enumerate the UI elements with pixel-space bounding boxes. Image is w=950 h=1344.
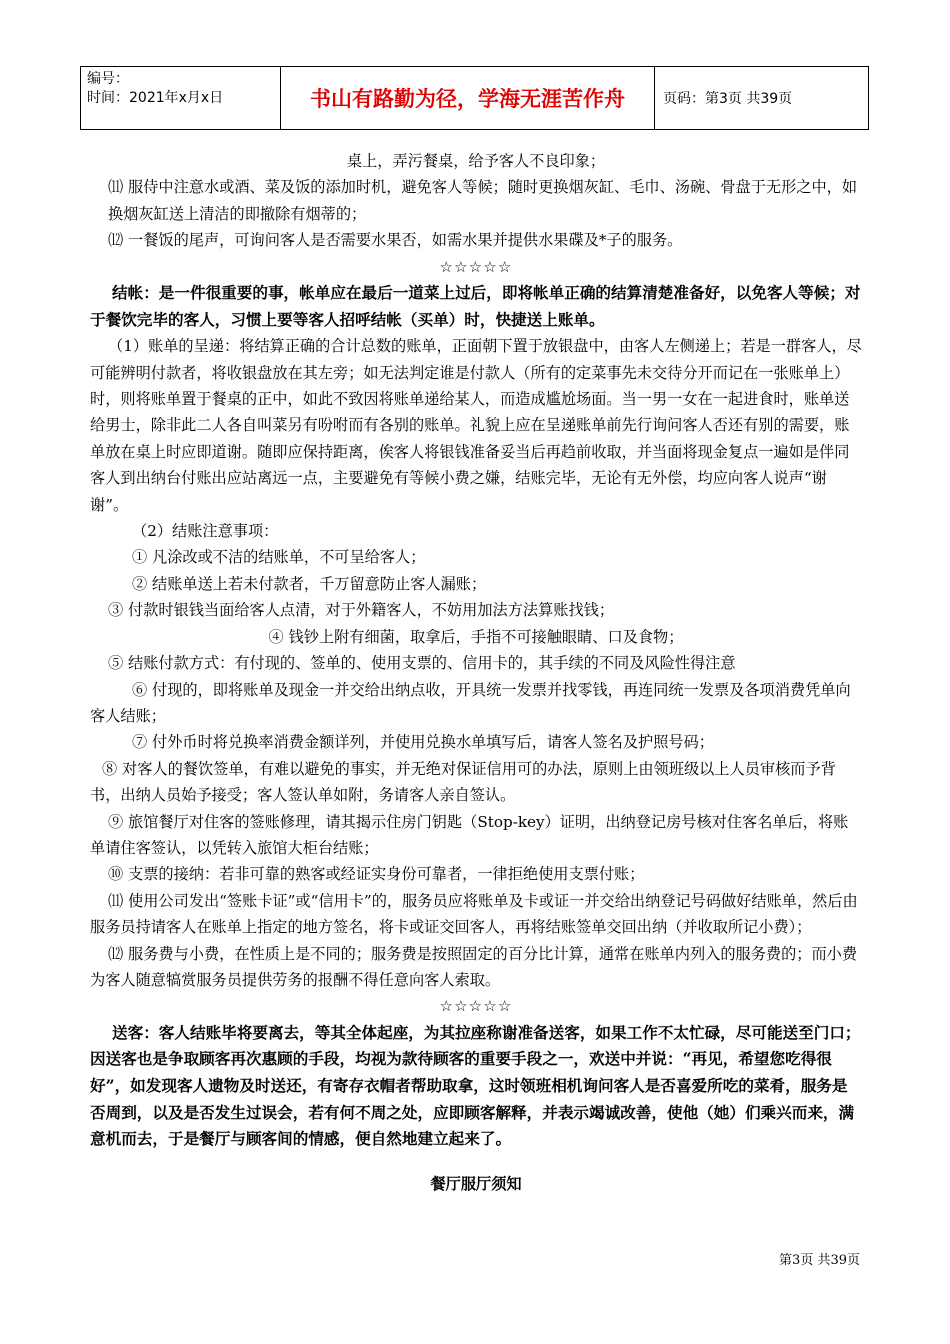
checkout-note-9: ⑨ 旅馆餐厅对住客的签账修理，请其揭示住房门钥匙（Stop-key）证明，出纳登记房号核对住客名单后，将账单请住客签认，以凭转入旅馆大柜台结账； <box>90 812 849 857</box>
section-divider: ☆☆☆☆☆ <box>439 997 513 1016</box>
checkout-notes-heading: （2）结账注意事项： <box>132 522 279 541</box>
checkout-note-2: ② 结账单送上若未付款者，千万留意防止客人漏账； <box>132 574 487 593</box>
checkout-note-6: ⑥ 付现的，即将账单及现金一并交给出纳点收，开具统一发票并找零钱，再连同统一发票及各项消费凭单向客人结账； <box>90 680 851 725</box>
farewell-paragraph: 送客：客人结账毕将要离去，等其全体起座，为其拉座称谢准备送客，如果工作不太忙碌，尽可能送至门口；因送客也是争取顾客再次惠顾的手段，均视为款待顾客的重要手段之一，欢送中并说：“再见，希望您吃得很好”，如发现客人遗物及时送还，有寄存衣帽者帮助取拿，这时领班相机询问客人是否喜爱所吃的菜肴，服务是否周到，以及是否发生过误会，若有何不周之处，应即顾客解释，并表示竭诚改善，使他（她）们乘兴而来，满意机而去，于是餐厅与顾客间的情感，便自然地建立起来了。 <box>90 1022 861 1149</box>
document-number-label: 编号： <box>87 71 129 87</box>
header-page-info: 页码：第3页 共39页 <box>663 91 793 107</box>
checkout-note-11: ⑾ 使用公司发出“签账卡证”或“信用卡”的，服务员应将账单及卡或证一并交给出纳登记号码做好结账单，然后由服务员持请客人在账单上指定的地方签名，将卡或证交回客人，再将结账签单交回出纳（并收取所记小费）； <box>90 891 858 937</box>
list-item-11: ⑾ 服侍中注意水或酒、菜及饭的添加时机，避免客人等候；随时更换烟灰缸、毛巾、汤碗、骨盘于无形之中，如换烟灰缸送上清洁的即撤除有烟蒂的； <box>108 178 858 223</box>
checkout-note-10: ⑩ 支票的接纳：若非可靠的熟客或经证实身份可靠者，一律拒绝使用支票付账； <box>108 865 645 884</box>
page-footer: 第3页 共39页 <box>779 1253 860 1268</box>
checkout-note-5: ⑤ 结账付款方式：有付现的、签单的、使用支票的、信用卡的，其手续的不同及风险性得注意 <box>108 654 736 673</box>
section-title: 餐厅服厅须知 <box>430 1174 522 1193</box>
document-body <box>90 148 862 1197</box>
checkout-note-12: ⑿ 服务费与小费，在性质上是不同的；服务费是按照固定的百分比计算，通常在账单内列入的服务费的；而小费为客人随意犒赏服务员提供劳务的报酬不得任意向客人索取。 <box>90 944 858 989</box>
checkout-note-8: ⑧ 对客人的餐饮签单，有难以避免的事实，并无绝对保证信用可的办法，原则上由领班级以上人员审核而予背书，出纳人员始予接受；客人签认单如附，务请客人亲自签认。 <box>90 759 836 805</box>
checkout-paragraph: 结帐：是一件很重要的事，帐单应在最后一道菜上过后，即将帐单正确的结算清楚准备好，以免客人等候；对于餐饮完毕的客人，习惯上要等客人招呼结帐（买单）时，快捷送上账单。 <box>90 283 861 329</box>
list-item-12: ⑿ 一餐饭的尾声，可询问客人是否需要水果否，如需水果并提供水果碟及*子的服务。 <box>108 231 683 250</box>
header-motto: 书山有路勤为径，学海无涯苦作舟 <box>281 67 655 129</box>
checkout-note-3: ③ 付款时银钱当面给客人点清，对于外籍客人，不妨用加法方法算账找钱； <box>108 601 615 620</box>
header-meta <box>81 67 281 129</box>
page-header <box>80 66 869 130</box>
checkout-note-4: ④ 钱钞上附有细菌，取拿后，手指不可接触眼睛、口及食物； <box>268 627 684 646</box>
bill-presentation-paragraph: （1）账单的呈递：将结算正确的合计总数的账单，正面朝下置于放银盘中，由客人左侧递上；若是一群客人，尽可能辨明付款者，将收银盘放在其左旁；如无法判定谁是付款人（所有的定菜事先未交待分开而记在一张账单上）时，则将账单置于餐桌的正中，如此不致因将账单递给某人，而造成尴尬场面。当一男一女在一起进食时，账单送给男士，除非此二人各自叫菜另有吩咐而有各别的账单。礼貌上应在呈递账单前先行询问客人否还有别的需要，账单放在桌上时应即道谢。随即应保持距离，俟客人将银钱准备妥当后再趋前收取，并当面将现金复点一遍如是伴同客人到出纳台付账出应站离远一点，主要避免有等候小费之嫌，结账完毕，无论有无外偿，均应向客人说声“谢谢”。 <box>90 337 862 514</box>
document-date: 时间：2021年x月x日 <box>87 90 224 106</box>
checkout-note-1: ① 凡涂改或不洁的结账单，不可呈给客人； <box>132 548 426 567</box>
paragraph-continuation: 桌上，弄污餐桌，给予客人不良印象； <box>346 152 606 170</box>
checkout-note-7: ⑦ 付外币时将兑换率消费金额详列，并使用兑换水单填写后，请客人签名及护照号码； <box>132 733 714 752</box>
spacer <box>90 1153 862 1171</box>
section-divider: ☆☆☆☆☆ <box>439 257 513 276</box>
